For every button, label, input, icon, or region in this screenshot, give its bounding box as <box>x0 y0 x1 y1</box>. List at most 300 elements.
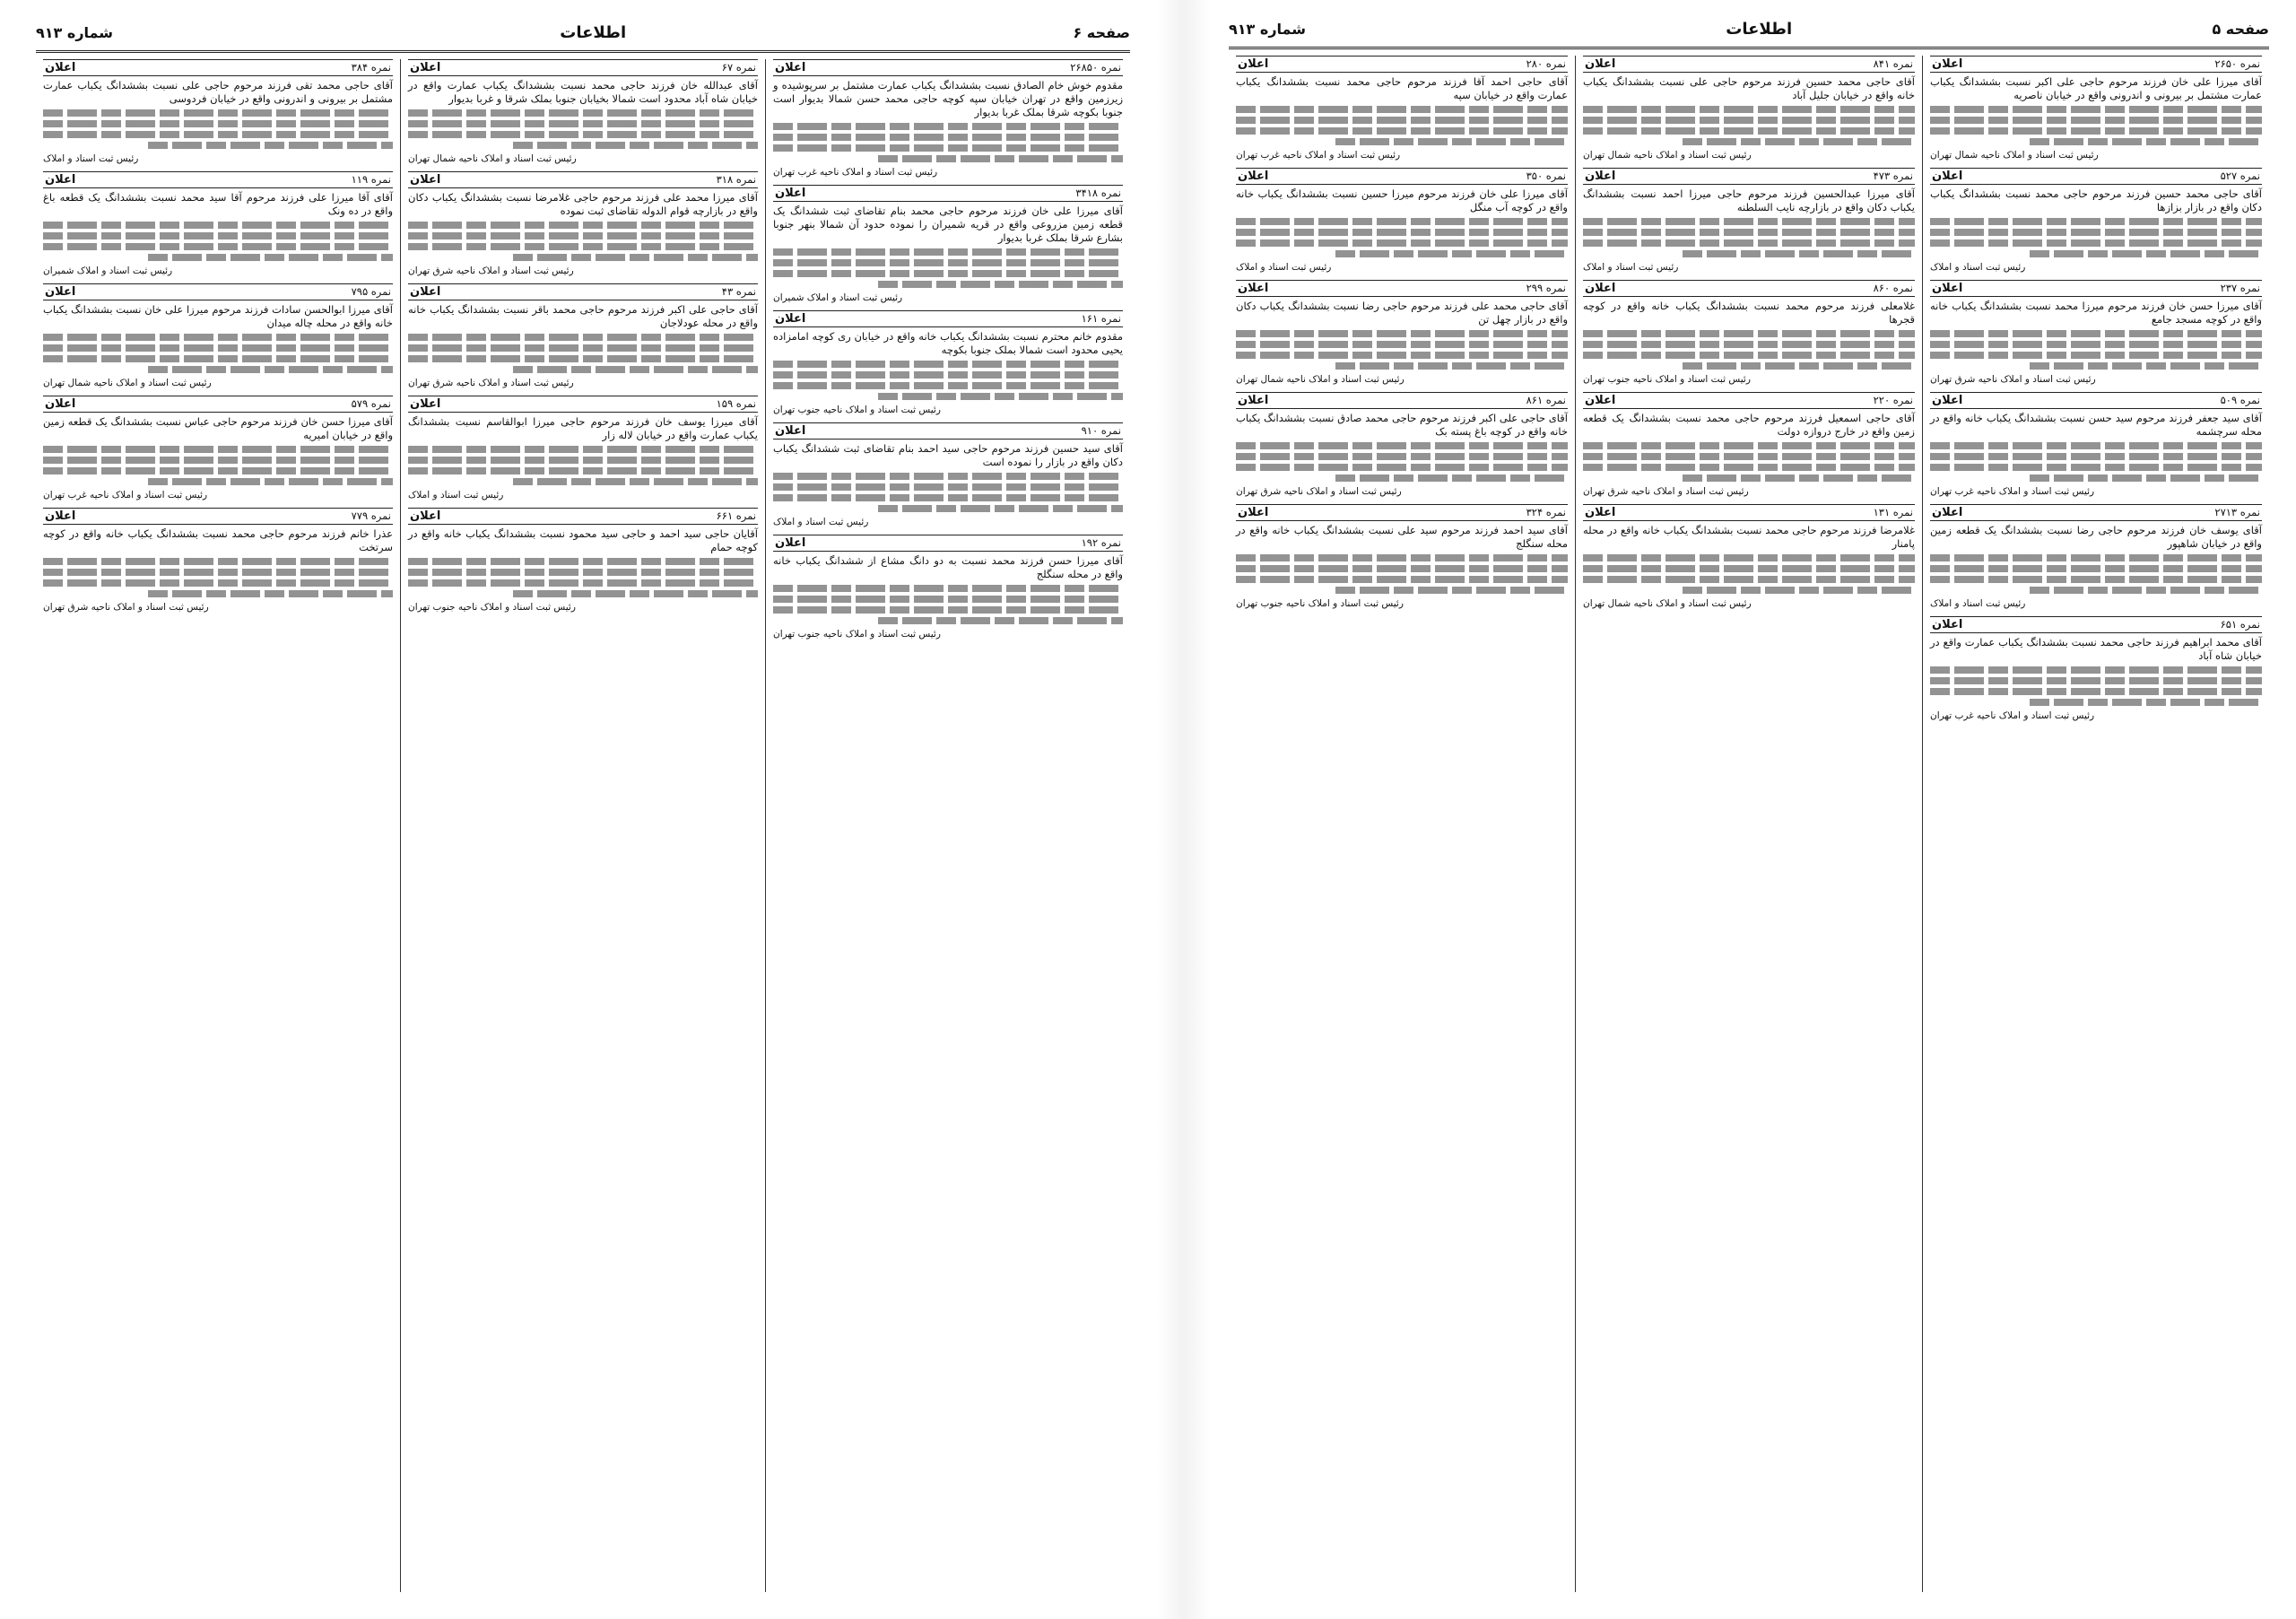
print-filler-line <box>2030 138 2262 145</box>
legal-notice <box>773 422 1123 529</box>
notice-number: نمره ۶۷ <box>721 61 756 74</box>
page-gutter <box>1157 0 1211 1619</box>
legal-notice <box>408 59 758 166</box>
right-masthead-rule <box>1229 47 2269 49</box>
print-filler-line <box>2030 587 2262 594</box>
left-page-label: صفحه ۶ <box>1073 23 1130 41</box>
notice-title: اعلان <box>45 509 76 523</box>
print-filler-line <box>1236 117 1568 124</box>
notice-number: نمره ۱۹۲ <box>1081 536 1121 549</box>
notice-signature: رئیس ثبت اسناد و املاک ناحیه غرب تهران <box>1930 710 2095 721</box>
notice-signature: رئیس ثبت اسناد و املاک ناحیه غرب تهران <box>1236 150 1401 161</box>
notice-title: اعلان <box>1585 170 1616 183</box>
left-issue-number: شماره ۹۱۳ <box>36 23 113 41</box>
notice-number: نمره ۱۱۹ <box>351 173 391 186</box>
print-filler-line <box>148 366 393 373</box>
print-filler-line <box>773 134 1123 141</box>
print-filler-line <box>43 243 393 250</box>
print-filler-line <box>1930 117 2262 124</box>
notice-number: نمره ۱۳۱ <box>1873 506 1913 518</box>
notice-text: آقای یوسف خان فرزند مرحوم حاجی رضا نسبت بششدانگ یک قطعه زمین واقع در خیابان شاهپور <box>1930 524 2262 550</box>
notice-header <box>773 310 1123 327</box>
print-filler-line <box>1236 341 1568 348</box>
legal-notice <box>1930 616 2262 723</box>
notice-title: اعلان <box>775 312 806 326</box>
print-filler-line <box>43 355 393 362</box>
print-filler-line <box>1930 565 2262 572</box>
notice-number: نمره ۷۷۹ <box>351 509 391 522</box>
print-filler-line <box>773 371 1123 379</box>
print-filler-line <box>1930 677 2262 684</box>
notice-text: آقای حاجی اسمعیل فرزند مرحوم حاجی محمد نسبت بششدانگ یک قطعه زمین واقع در خارج دروازه دولت <box>1583 412 1915 438</box>
print-filler-line <box>408 109 758 117</box>
notice-header <box>43 396 393 413</box>
print-filler-line <box>1930 442 2262 449</box>
print-filler-line <box>1236 239 1568 247</box>
notice-header <box>1930 168 2262 185</box>
print-filler-line <box>1583 239 1915 247</box>
print-filler-line <box>1930 576 2262 583</box>
notice-text: آقای حاجی محمد حسین فرزند مرحوم حاجی محمد نسبت بششدانگ یکباب دکان واقع در بازار بزازها <box>1930 187 2262 213</box>
notice-header <box>43 171 393 188</box>
legal-notice <box>773 310 1123 417</box>
print-filler-line <box>2030 250 2262 257</box>
notice-title: اعلان <box>1585 506 1616 519</box>
legal-notice <box>43 508 393 614</box>
print-filler-line <box>43 109 393 117</box>
right-masthead <box>1229 14 2269 43</box>
notice-header <box>1930 280 2262 297</box>
notice-header <box>1583 280 1915 297</box>
print-filler-line <box>43 232 393 239</box>
print-filler-line <box>148 590 393 597</box>
print-filler-line <box>773 123 1123 130</box>
notice-text: آقای حاجی محمد حسین فرزند مرحوم حاجی علی نسبت بششدانگ یکباب خانه واقع در خیابان جلیل آباد <box>1583 75 1915 101</box>
notice-text: آقای سید جعفر فرزند مرحوم سید حسن نسبت بششدانگ یکباب خانه واقع در محله سرچشمه <box>1930 412 2262 438</box>
notice-header <box>1930 56 2262 73</box>
notice-number: نمره ۲۳۷ <box>2220 282 2260 294</box>
notice-signature: رئیس ثبت اسناد و املاک ناحیه جنوب تهران <box>1236 598 1404 609</box>
legal-notice <box>43 171 393 278</box>
notice-text: آقای میرزا حسن خان فرزند مرحوم میرزا محمد نسبت بششدانگ یکباب خانه واقع در کوچه مسجد جامع <box>1930 300 2262 326</box>
print-filler-line <box>878 505 1123 512</box>
print-filler-line <box>2030 362 2262 370</box>
print-filler-line <box>1335 362 1568 370</box>
notice-title: اعلان <box>45 285 76 299</box>
print-filler-line <box>773 483 1123 491</box>
notice-signature: رئیس ثبت اسناد و املاک شمیران <box>773 292 903 303</box>
print-filler-line <box>1583 442 1915 449</box>
print-filler-line <box>408 131 758 138</box>
print-filler-line <box>1236 106 1568 113</box>
print-filler-line <box>43 457 393 464</box>
notice-title: اعلان <box>1932 282 1963 295</box>
notice-signature: رئیس ثبت اسناد و املاک <box>1930 262 2026 273</box>
notice-title: اعلان <box>1238 282 1269 295</box>
notice-signature: رئیس ثبت اسناد و املاک ناحیه شرق تهران <box>43 602 209 613</box>
notice-title: اعلان <box>410 173 441 187</box>
print-filler-line <box>1236 229 1568 236</box>
print-filler-line <box>1236 442 1568 449</box>
print-filler-line <box>1583 352 1915 359</box>
print-filler-line <box>1236 576 1568 583</box>
print-filler-line <box>773 382 1123 389</box>
notice-text: غلامرضا فرزند مرحوم حاجی محمد نسبت بششدانگ یکباب خانه واقع در محله پامنار <box>1583 524 1915 550</box>
legal-notice <box>1930 504 2262 611</box>
print-filler-line <box>1583 554 1915 561</box>
notice-title: اعلان <box>410 509 441 523</box>
notice-number: نمره ۵۷۹ <box>351 397 391 410</box>
notice-header <box>1236 56 1568 73</box>
notice-text: آقای میرزا عبدالحسین فرزند مرحوم حاجی میرزا احمد نسبت بششدانگ یکباب دکان واقع در بازارچه نایب السلطنه <box>1583 187 1915 213</box>
notice-header <box>1930 392 2262 409</box>
notice-text: آقای حاجی علی اکبر فرزند مرحوم حاجی محمد صادق نسبت بششدانگ یکباب خانه واقع در کوچه باغ پسته بک <box>1236 412 1568 438</box>
print-filler-line <box>1930 688 2262 695</box>
print-filler-line <box>1583 106 1915 113</box>
newspaper-column <box>1229 56 1575 1592</box>
legal-notice <box>773 59 1123 179</box>
notice-number: نمره ۱۵۹ <box>716 397 756 410</box>
left-paper-name: اطلاعات <box>560 22 627 42</box>
print-filler-line <box>1583 218 1915 225</box>
print-filler-line <box>43 344 393 352</box>
notice-signature: رئیس ثبت اسناد و املاک ناحیه شرق تهران <box>1236 486 1402 497</box>
print-filler-line <box>1583 229 1915 236</box>
notice-title: اعلان <box>1585 282 1616 295</box>
print-filler-line <box>1930 464 2262 471</box>
newspaper-column <box>765 59 1130 1592</box>
print-filler-line <box>773 606 1123 614</box>
notice-signature: رئیس ثبت اسناد و املاک ناحیه شمال تهران <box>1583 150 1752 161</box>
legal-notice <box>1930 56 2262 162</box>
notice-number: نمره ۲۹۹ <box>1526 282 1566 294</box>
print-filler-line <box>513 254 758 261</box>
left-masthead-rule <box>36 50 1130 53</box>
notice-title: اعلان <box>1585 394 1616 407</box>
notice-text: غلامعلی فرزند مرحوم محمد نسبت بششدانگ یکباب خانه واقع در کوچه قجرها <box>1583 300 1915 326</box>
print-filler-line <box>1930 106 2262 113</box>
notice-number: نمره ۱۶۱ <box>1081 312 1121 325</box>
print-filler-line <box>1583 453 1915 460</box>
notice-number: نمره ۸۶۱ <box>1526 394 1566 406</box>
print-filler-line <box>43 222 393 229</box>
print-filler-line <box>408 355 758 362</box>
legal-notice <box>43 396 393 502</box>
notice-text: آقای میرزا یوسف خان فرزند مرحوم حاجی میرزا ابوالقاسم نسبت بششدانگ یکباب عمارت واقع در خیابان لاله زار <box>408 415 758 441</box>
notice-signature: رئیس ثبت اسناد و املاک ناحیه جنوب تهران <box>773 405 941 415</box>
notice-signature: رئیس ثبت اسناد و املاک ناحیه جنوب تهران <box>1583 374 1751 385</box>
notice-title: اعلان <box>1932 170 1963 183</box>
newspaper-column <box>36 59 400 1592</box>
notice-text: آقای محمد ابراهیم فرزند حاجی محمد نسبت بششدانگ یکباب عمارت واقع در خیابان شاه آباد <box>1930 636 2262 662</box>
print-filler-line <box>1236 218 1568 225</box>
notice-text: آقای حاجی محمد تقی فرزند مرحوم حاجی علی نسبت بششدانگ یکباب عمارت مشتمل بر بیرونی و اندرونی واقع در خیابان فردوسی <box>43 79 393 105</box>
notice-signature: رئیس ثبت اسناد و املاک ناحیه جنوب تهران <box>408 602 576 613</box>
notice-number: نمره ۳۵۰ <box>1526 170 1566 182</box>
notice-signature: رئیس ثبت اسناد و املاک ناحیه شرق تهران <box>408 265 574 276</box>
print-filler-line <box>408 569 758 576</box>
print-filler-line <box>878 155 1123 162</box>
print-filler-line <box>773 494 1123 501</box>
notice-title: اعلان <box>1932 618 1963 631</box>
notice-title: اعلان <box>775 424 806 438</box>
print-filler-line <box>1335 474 1568 482</box>
print-filler-line <box>408 457 758 464</box>
newspaper-column <box>1575 56 1922 1592</box>
legal-notice <box>43 59 393 166</box>
notice-signature: رئیس ثبت اسناد و املاک شمیران <box>43 265 173 276</box>
notice-header <box>1236 280 1568 297</box>
print-filler-line <box>1236 453 1568 460</box>
notice-number: نمره ۲۶۵۰ <box>2214 57 2260 70</box>
notice-header <box>1583 56 1915 73</box>
notice-text: عذرا خانم فرزند مرحوم حاجی محمد نسبت بششدانگ یکباب خانه واقع در کوچه سرتخت <box>43 527 393 553</box>
print-filler-line <box>1583 565 1915 572</box>
notice-signature: رئیس ثبت اسناد و املاک ناحیه غرب تهران <box>43 490 208 500</box>
print-filler-line <box>1930 218 2262 225</box>
notice-signature: رئیس ثبت اسناد و املاک ناحیه غرب تهران <box>1930 486 2095 497</box>
notice-number: نمره ۶۶۱ <box>716 509 756 522</box>
print-filler-line <box>1683 138 1915 145</box>
print-filler-line <box>773 585 1123 592</box>
print-filler-line <box>878 617 1123 624</box>
notice-text: آقای میرزا علی خان فرزند مرحوم حاجی علی اکبر نسبت بششدانگ یکباب عمارت مشتمل بر بیرونی و اندرونی واقع در خیابان ناصریه <box>1930 75 2262 101</box>
print-filler-line <box>1930 229 2262 236</box>
legal-notice <box>408 171 758 278</box>
legal-notice <box>408 283 758 390</box>
print-filler-line <box>513 478 758 485</box>
notice-signature: رئیس ثبت اسناد و املاک <box>773 517 869 527</box>
print-filler-line <box>1683 362 1915 370</box>
notice-text: آقای عبدالله خان فرزند حاجی محمد نسبت بششدانگ یکباب عمارت واقع در خیابان شاه آباد محدود است شمالا بخیابان جنوبا بملک شرقا و غربا بدیوار <box>408 79 758 105</box>
notice-number: نمره ۳۴۱۸ <box>1075 187 1121 199</box>
print-filler-line <box>1583 464 1915 471</box>
print-filler-line <box>408 558 758 565</box>
notice-title: اعلان <box>775 61 806 74</box>
print-filler-line <box>408 120 758 127</box>
notice-header <box>1236 392 1568 409</box>
notice-number: نمره ۲۷۱۳ <box>2214 506 2260 518</box>
notice-number: نمره ۴۳ <box>721 285 756 298</box>
notice-text: آقای میرزا محمد علی فرزند مرحوم حاجی غلامرضا نسبت بششدانگ یکباب دکان واقع در بازارچه قوام الدوله تقاضای ثبت نموده <box>408 191 758 217</box>
legal-notice <box>1583 392 1915 499</box>
print-filler-line <box>148 478 393 485</box>
notice-number: نمره ۳۸۴ <box>351 61 391 74</box>
notice-number: نمره ۹۱۰ <box>1081 424 1121 437</box>
right-page-label: صفحه ۵ <box>2212 20 2269 38</box>
notice-header <box>1583 168 1915 185</box>
notice-header <box>43 283 393 300</box>
notice-title: اعلان <box>410 285 441 299</box>
notice-number: نمره ۲۶۸۵۰ <box>1070 61 1121 74</box>
print-filler-line <box>1335 587 1568 594</box>
right-issue-number: شماره ۹۱۳ <box>1229 20 1306 38</box>
notice-signature: رئیس ثبت اسناد و املاک ناحیه غرب تهران <box>773 167 938 178</box>
legal-notice <box>1236 392 1568 499</box>
print-filler-line <box>408 243 758 250</box>
legal-notice <box>1236 56 1568 162</box>
notice-title: اعلان <box>1932 394 1963 407</box>
notice-header <box>1583 392 1915 409</box>
legal-notice <box>43 283 393 390</box>
print-filler-line <box>1335 138 1568 145</box>
print-filler-line <box>878 393 1123 400</box>
notice-title: اعلان <box>410 61 441 74</box>
notice-signature: رئیس ثبت اسناد و املاک ناحیه شمال تهران <box>1583 598 1752 609</box>
print-filler-line <box>43 131 393 138</box>
notice-title: اعلان <box>1238 57 1269 71</box>
notice-number: نمره ۵۲۷ <box>2220 170 2260 182</box>
print-filler-line <box>1930 352 2262 359</box>
notice-signature: رئیس ثبت اسناد و املاک ناحیه شرق تهران <box>408 378 574 388</box>
notice-signature: رئیس ثبت اسناد و املاک <box>43 153 139 164</box>
print-filler-line <box>773 473 1123 480</box>
print-filler-line <box>408 446 758 453</box>
legal-notice <box>1930 392 2262 499</box>
legal-notice <box>773 185 1123 305</box>
notice-header <box>43 508 393 525</box>
print-filler-line <box>43 446 393 453</box>
notice-text: آقای میرزا علی خان فرزند مرحوم حاجی محمد بنام تقاضای ثبت ششدانگ یک قطعه زمین مزروعی واقع در قریه شمیران را نموده حدود آن شمالا بنهر جنوبا بشارع شرقا بملک غربا بدیوار <box>773 205 1123 244</box>
print-filler-line <box>148 142 393 149</box>
print-filler-line <box>1683 250 1915 257</box>
print-filler-line <box>773 144 1123 152</box>
print-filler-line <box>1683 587 1915 594</box>
notice-title: اعلان <box>1238 394 1269 407</box>
legal-notice <box>408 508 758 614</box>
print-filler-line <box>408 467 758 474</box>
notice-text: آقای آقا میرزا علی فرزند مرحوم آقا سید محمد نسبت بششدانگ یک قطعه باغ واقع در ده ونک <box>43 191 393 217</box>
print-filler-line <box>43 120 393 127</box>
legal-notice <box>1930 168 2262 274</box>
notice-header <box>408 59 758 76</box>
notice-header <box>408 508 758 525</box>
print-filler-line <box>773 270 1123 277</box>
legal-notice <box>1583 280 1915 387</box>
print-filler-line <box>43 579 393 587</box>
print-filler-line <box>1236 352 1568 359</box>
print-filler-line <box>1236 330 1568 337</box>
print-filler-line <box>1236 554 1568 561</box>
legal-notice <box>1583 168 1915 274</box>
notice-text: آقای حاجی علی اکبر فرزند مرحوم حاجی محمد باقر نسبت بششدانگ یکباب خانه واقع در محله عودلاجان <box>408 303 758 329</box>
notice-header <box>408 396 758 413</box>
print-filler-line <box>1335 250 1568 257</box>
right-paper-name: اطلاعات <box>1726 19 1793 39</box>
notice-title: اعلان <box>1238 170 1269 183</box>
print-filler-line <box>2030 699 2262 706</box>
notice-title: اعلان <box>775 187 806 200</box>
print-filler-line <box>408 579 758 587</box>
print-filler-line <box>43 558 393 565</box>
notice-text: آقای حاجی محمد علی فرزند مرحوم حاجی رضا نسبت بششدانگ یکباب دکان واقع در بازار چهل تن <box>1236 300 1568 326</box>
notice-title: اعلان <box>775 536 806 550</box>
notice-text: آقای میرزا حسن خان فرزند مرحوم حاجی عباس نسبت بششدانگ یک قطعه زمین واقع در خیابان امیریه <box>43 415 393 441</box>
notice-title: اعلان <box>1238 506 1269 519</box>
notice-number: نمره ۲۸۰ <box>1526 57 1566 70</box>
print-filler-line <box>1236 127 1568 135</box>
print-filler-line <box>408 334 758 341</box>
notice-header <box>408 283 758 300</box>
print-filler-line <box>773 248 1123 256</box>
print-filler-line <box>878 281 1123 288</box>
notice-text: مقدوم خانم محترم نسبت بششدانگ یکباب خانه واقع در خیابان ری کوچه امامزاده یحیی محدود است شمالا بملک جنوبا بکوچه <box>773 330 1123 356</box>
print-filler-line <box>1583 576 1915 583</box>
notice-signature: رئیس ثبت اسناد و املاک ناحیه شمال تهران <box>408 153 577 164</box>
notice-title: اعلان <box>1932 57 1963 71</box>
legal-notice <box>1236 504 1568 611</box>
right-columns <box>1229 56 2269 1592</box>
notice-text: آقای سید حسین فرزند مرحوم حاجی سید احمد بنام تقاضای ثبت ششدانگ یکباب دکان واقع در بازار را نموده است <box>773 442 1123 468</box>
notice-number: نمره ۳۱۸ <box>716 173 756 186</box>
print-filler-line <box>1930 341 2262 348</box>
print-filler-line <box>513 142 758 149</box>
notice-title: اعلان <box>45 397 76 411</box>
notice-text: آقای میرزا علی خان فرزند مرحوم میرزا حسین نسبت بششدانگ یکباب خانه واقع در کوچه آب منگل <box>1236 187 1568 213</box>
notice-signature: رئیس ثبت اسناد و املاک <box>1583 262 1679 273</box>
notice-header <box>773 535 1123 552</box>
notice-text: آقای میرزا ابوالحسن سادات فرزند مرحوم میرزا علی خان نسبت بششدانگ یکباب خانه واقع در محله چاله میدان <box>43 303 393 329</box>
print-filler-line <box>1583 117 1915 124</box>
notice-text: آقای سید احمد فرزند مرحوم سید علی نسبت بششدانگ یکباب خانه واقع در محله سنگلج <box>1236 524 1568 550</box>
print-filler-line <box>1930 666 2262 674</box>
notice-signature: رئیس ثبت اسناد و املاک ناحیه شمال تهران <box>1930 150 2099 161</box>
notice-title: اعلان <box>45 173 76 187</box>
notice-header <box>1930 616 2262 633</box>
print-filler-line <box>1236 565 1568 572</box>
notice-header <box>1236 168 1568 185</box>
print-filler-line <box>1236 464 1568 471</box>
notice-title: اعلان <box>1932 506 1963 519</box>
notice-signature: رئیس ثبت اسناد و املاک ناحیه شرق تهران <box>1930 374 2096 385</box>
print-filler-line <box>2030 474 2262 482</box>
notice-signature: رئیس ثبت اسناد و املاک <box>1236 262 1332 273</box>
print-filler-line <box>1930 453 2262 460</box>
legal-notice <box>1583 56 1915 162</box>
notice-header <box>773 422 1123 440</box>
newspaper-column <box>1922 56 2269 1592</box>
notice-text: مقدوم خوش خام الصادق نسبت بششدانگ یکباب عمارت مشتمل بر سرپوشیده و زیرزمین واقع در تهران خیابان سپه کوچه حاجی محمد حسن شمالا بدیوار است جنوبا بکوچه شرقا بملک غربا بدیوار <box>773 79 1123 118</box>
notice-title: اعلان <box>410 397 441 411</box>
print-filler-line <box>43 467 393 474</box>
left-masthead <box>36 18 1130 47</box>
notice-number: نمره ۷۹۵ <box>351 285 391 298</box>
notice-signature: رئیس ثبت اسناد و املاک ناحیه شرق تهران <box>1583 486 1749 497</box>
right-newspaper-page <box>1211 0 2296 1619</box>
newspaper-column <box>400 59 765 1592</box>
notice-number: نمره ۸۶۰ <box>1873 282 1913 294</box>
notice-number: نمره ۵۰۹ <box>2220 394 2260 406</box>
left-columns <box>36 59 1130 1592</box>
print-filler-line <box>1930 239 2262 247</box>
notice-header <box>408 171 758 188</box>
print-filler-line <box>408 232 758 239</box>
print-filler-line <box>408 344 758 352</box>
print-filler-line <box>773 259 1123 266</box>
print-filler-line <box>773 361 1123 368</box>
legal-notice <box>1236 280 1568 387</box>
print-filler-line <box>408 222 758 229</box>
notice-signature: رئیس ثبت اسناد و املاک ناحیه جنوب تهران <box>773 629 941 640</box>
notice-signature: رئیس ثبت اسناد و املاک ناحیه شمال تهران <box>1236 374 1405 385</box>
legal-notice <box>773 535 1123 641</box>
notice-number: نمره ۴۷۳ <box>1873 170 1913 182</box>
print-filler-line <box>1930 127 2262 135</box>
notice-title: اعلان <box>45 61 76 74</box>
print-filler-line <box>1930 330 2262 337</box>
legal-notice <box>1236 168 1568 274</box>
notice-number: نمره ۲۲۰ <box>1873 394 1913 406</box>
